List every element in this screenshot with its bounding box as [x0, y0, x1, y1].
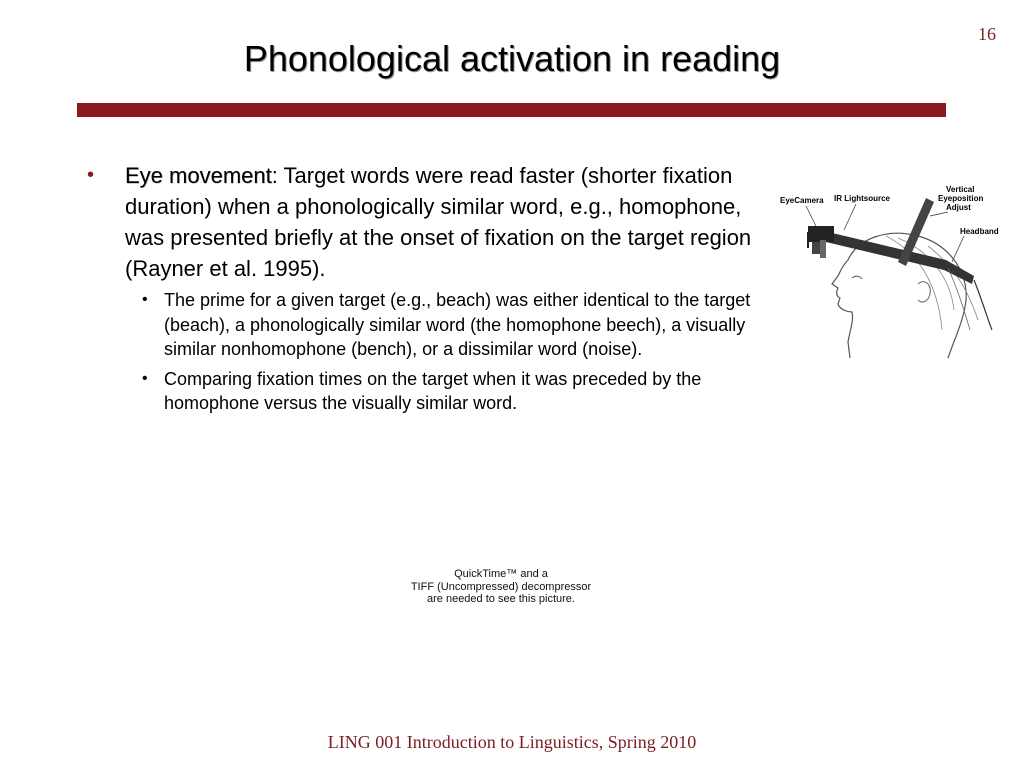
main-bullet-lead: Eye movement: [125, 163, 272, 188]
sub-bullet: [87, 367, 768, 416]
sub-bullet-icon: •: [142, 369, 148, 387]
eye-tracker-figure: [778, 180, 1008, 360]
figure-label-eyeposition: Eyeposition: [938, 194, 984, 203]
sub-bullet-list: [87, 288, 767, 416]
sub-bullet-icon: •: [142, 291, 148, 308]
sub-bullet-text: The prime for a given target (e.g., beach) was either identical to the target (beach), a phonologically similar word (the homophone beech), a visually similar nonhomophone (bench), or a dissimilar word (noise).: [164, 290, 751, 359]
placeholder-line-1: QuickTime™ and a: [454, 568, 548, 580]
slide-body: [87, 160, 767, 421]
title-divider: [77, 103, 946, 117]
figure-label-headband: Headband: [960, 227, 999, 236]
sub-bullet-text: Comparing fixation times on the target when it was preceded by the homophone versus the visually similar word.: [164, 368, 702, 413]
figure-label-ir-lightsource: IR Lightsource: [834, 194, 891, 203]
slide-number: 16: [978, 24, 996, 44]
sub-bullet: [87, 288, 768, 362]
placeholder-line-2: TIFF (Uncompressed) decompressor: [410, 580, 592, 593]
eye-tracker-headset-icon: [778, 180, 1008, 360]
slide-title: Phonological activation in reading: [243, 38, 781, 79]
missing-picture-placeholder: [390, 568, 612, 606]
figure-label-eyecamera: EyeCamera: [780, 196, 824, 205]
figure-label-adjust: Adjust: [946, 203, 971, 212]
main-bullet: [87, 160, 767, 284]
main-bullet-text: : Target words were read faster (shorter fixation duration) when a phonologically similar word, e.g., homophone, was presented briefly at the onset of fixation on the target region (Rayner et al. 1995).: [125, 163, 752, 281]
figure-label-vertical: Vertical: [946, 185, 975, 194]
placeholder-line-3: are needed to see this picture.: [427, 593, 575, 605]
bullet-icon: •: [87, 164, 95, 186]
slide-footer: LING 001 Introduction to Linguistics, Spring 2010: [327, 732, 697, 752]
